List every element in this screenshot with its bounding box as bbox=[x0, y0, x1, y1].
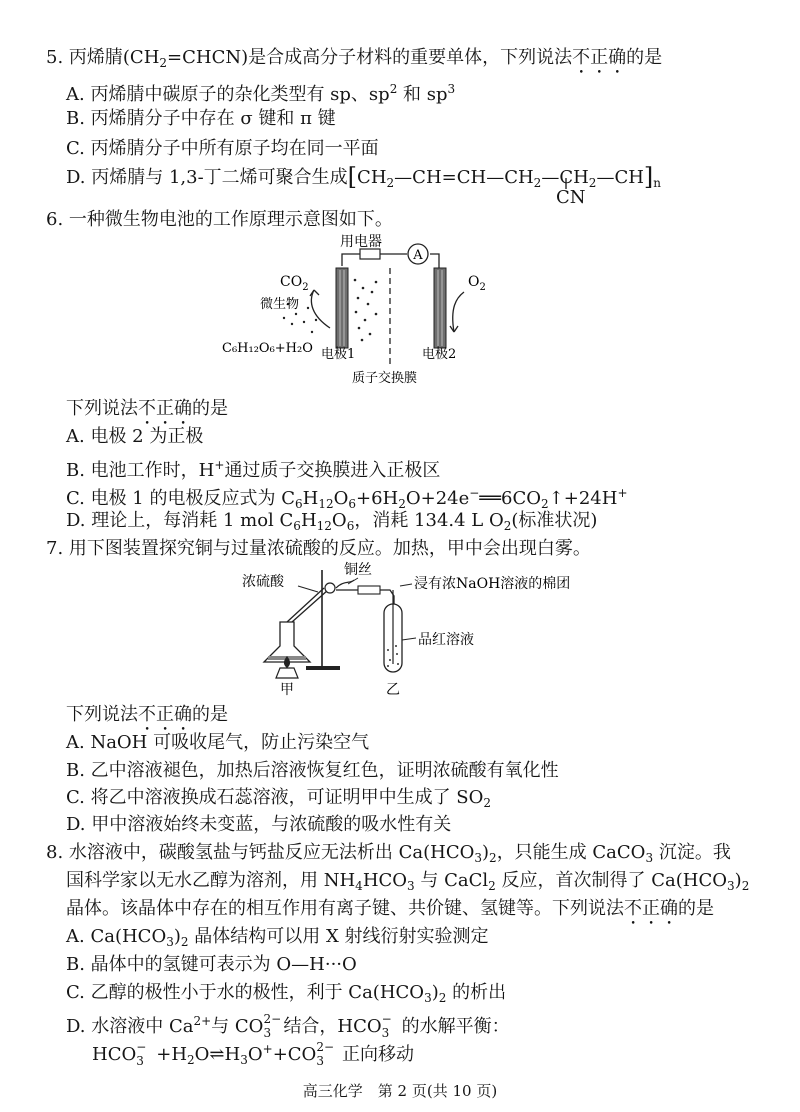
microbial-cell-diagram bbox=[200, 228, 520, 388]
q5-option-a: A. 丙烯腈中碳原子的杂化类型有 sp、$sp^2$ 和 $sp^3$ bbox=[66, 82, 456, 105]
o2-label: $O_2$ bbox=[468, 274, 486, 293]
electrode-1-label: 电极1 bbox=[321, 347, 356, 362]
tube-yi-label: 乙 bbox=[386, 682, 400, 698]
q8-stem-line-2: 国科学家以无水乙醇为溶剂，用 $NH_4HCO_3$ 与 CaCl$_2$ 反应，首次制得了 $Ca(HCO_3)_2$ bbox=[66, 870, 750, 893]
q8-stem-line-3: 晶体。该晶体中存在的相互作用有离子键、共价键、氢键等。下列说法不正确的是 bbox=[66, 898, 714, 919]
q6-option-d: D. 理论上，每消耗 1 mol $C_6H_{12}O_6$，消耗 134.4 L $O_2$(标准状况) bbox=[66, 510, 598, 533]
q8-option-a: A. $Ca(HCO_3)_2$ 晶体结构可以用 X 射线衍射实验测定 bbox=[66, 926, 489, 949]
electrode-1 bbox=[336, 268, 348, 348]
appliance-label: 用电器 bbox=[340, 234, 382, 250]
glucose-label: C₆H₁₂O₆+H₂O bbox=[222, 341, 313, 356]
copper-label: 铜丝 bbox=[344, 562, 372, 578]
q7-stem: 7. 用下图装置探究铜与过量浓硫酸的反应。加热，甲中会出现白雾。 bbox=[46, 538, 591, 559]
dye-label: 品红溶液 bbox=[418, 632, 474, 648]
flask-jia-label: 甲 bbox=[280, 682, 294, 698]
co2-label: $CO_2$ bbox=[280, 274, 309, 293]
q8-option-c: C. 乙醇的极性小于水的极性，利于 $Ca(HCO_3)_2$ 的析出 bbox=[66, 982, 507, 1005]
q8-stem-line-1: 8. 水溶液中，碳酸氢盐与钙盐反应无法析出 $Ca(HCO_3)_2$，只能生成 CaCO$_3$ 沉淀。我 bbox=[46, 842, 731, 865]
q7-option-a: A. NaOH 可吸收尾气，防止污染空气 bbox=[66, 732, 370, 753]
q6-option-c: C. 电极 1 的电极反应式为 $C_6H_{12}O_6+6H_2O+24e^-══6CO_2↑+24H^+$ bbox=[66, 486, 628, 511]
q7-option-b: B. 乙中溶液褪色，加热后溶液恢复红色，证明浓硫酸有氧化性 bbox=[66, 760, 559, 781]
microbe-label: 微生物 bbox=[260, 297, 300, 312]
appliance-resistor bbox=[360, 249, 380, 259]
acid-label: 浓硫酸 bbox=[242, 574, 284, 590]
cotton-label: 浸有浓NaOH溶液的棉团 bbox=[414, 576, 571, 592]
ammeter-label: A bbox=[413, 248, 423, 263]
q5-option-c: C. 丙烯腈分子中所有原子均在同一平面 bbox=[66, 138, 379, 159]
q8-option-d: D. 水溶液中 $Ca^{2+}$与 CO 2− 3 结合，HCO − 3 的水解平衡： bbox=[66, 1012, 510, 1040]
q7-ask: 下列说法不正确的是 bbox=[66, 704, 228, 725]
copper-acid-apparatus bbox=[240, 560, 640, 700]
q5-option-b: B. 丙烯腈分子中存在 σ 键和 π 键 bbox=[66, 108, 336, 129]
q6-ask: 下列说法不正确的是 bbox=[66, 398, 228, 419]
q5-option-d: D. 丙烯腈与 1,3-丁二烯可聚合生成$[CH_2—CH=CH—CH_2—CH_2—CH]_n$ bbox=[66, 163, 662, 191]
q8-option-b: B. 晶体中的氢键可表示为 O—H···O bbox=[66, 954, 357, 975]
q6-option-b: B. 电池工作时，H+通过质子交换膜进入正极区 bbox=[66, 458, 441, 481]
q7-option-d: D. 甲中溶液始终未变蓝，与浓硫酸的吸水性有关 bbox=[66, 814, 452, 835]
q6-stem: 6. 一种微生物电池的工作原理示意图如下。 bbox=[46, 209, 393, 230]
q6-option-a: A. 电极 2 为正极 bbox=[66, 426, 204, 447]
q5-cn-bond bbox=[560, 178, 572, 190]
q8-equilibrium-equation: HCO − 3 $+H_2O\rightleftharpoons H_3O^++CO$ 2− 3 正向移动 bbox=[92, 1040, 415, 1068]
q5-cn-group: CN bbox=[556, 187, 586, 208]
membrane-label: 质子交换膜 bbox=[352, 371, 418, 386]
page-footer: 高三化学 第 2 页(共 10 页) bbox=[302, 1082, 498, 1100]
electrode-2 bbox=[434, 268, 446, 348]
electrode-2-label: 电极2 bbox=[422, 347, 457, 362]
q5-stem: 5. 丙烯腈$(CH_2=CHCN)$是合成高分子材料的重要单体，下列说法不正确的是 bbox=[46, 47, 663, 70]
q7-option-c: C. 将乙中溶液换成石蕊溶液，可证明甲中生成了 $SO_2$ bbox=[66, 787, 492, 810]
